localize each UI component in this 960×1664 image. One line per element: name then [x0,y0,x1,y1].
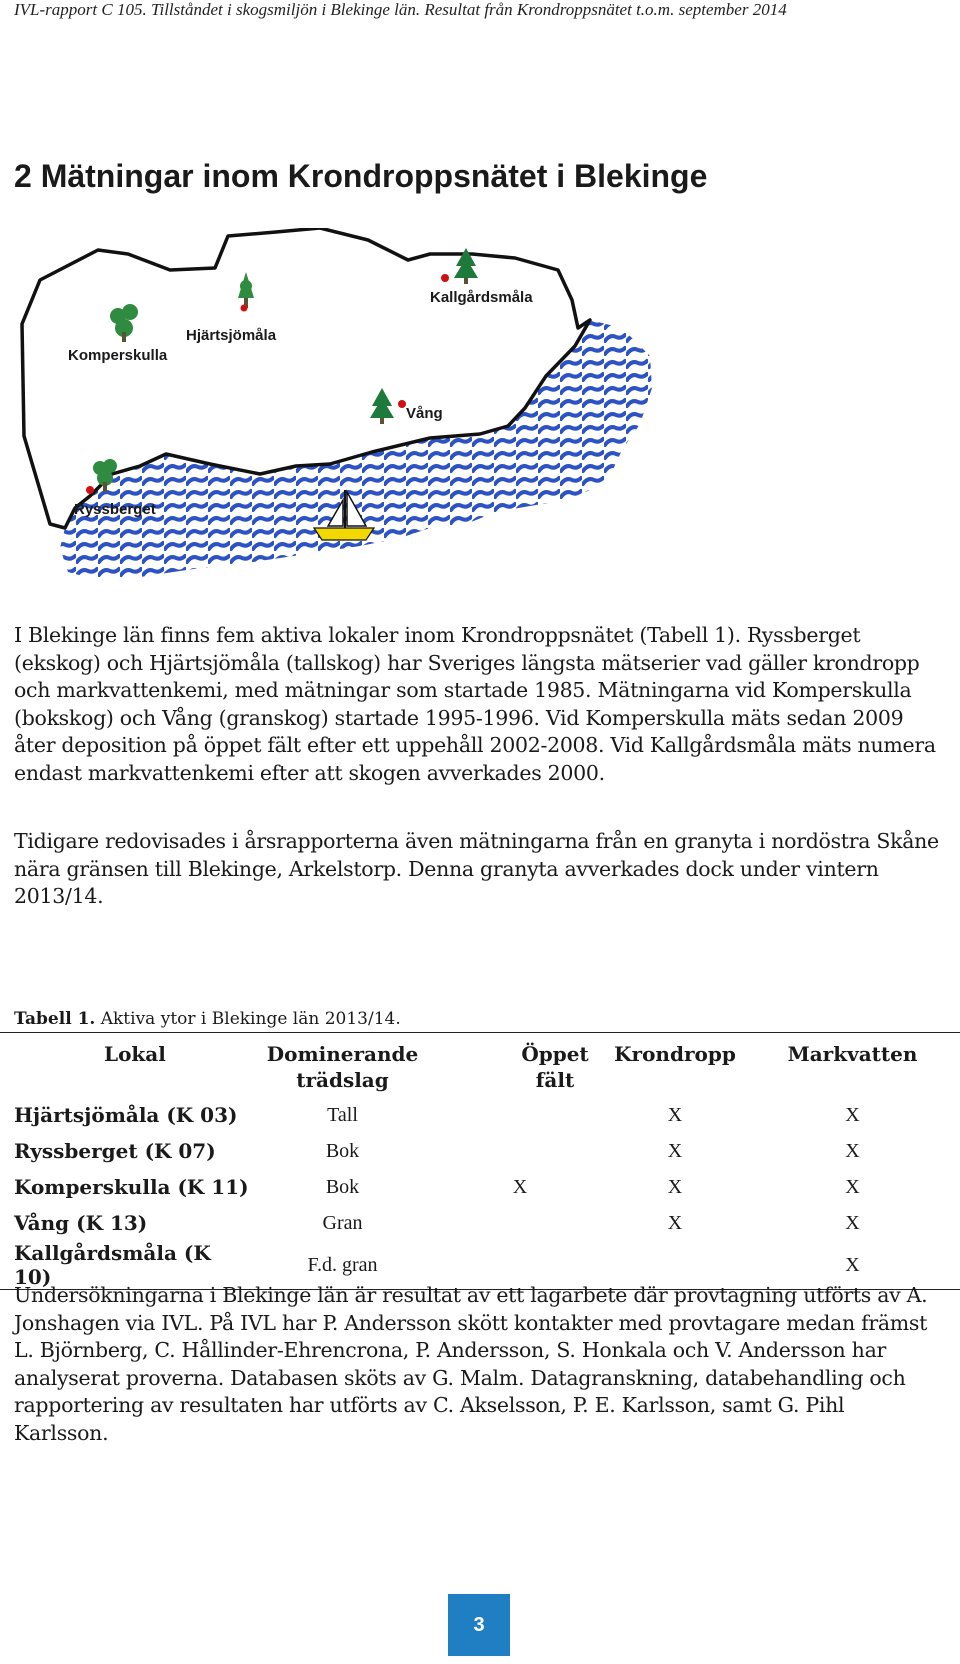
table-row [0,1097,960,1133]
table-row [0,1205,960,1241]
cell-species: Gran [322,1211,363,1234]
intro-paragraph: I Blekinge län finns fem aktiva lokaler inom Krondroppsnätet (Tabell 1). Ryssberget (ekskog) och Hjärtsjömåla (tallskog) har Sveriges längsta mätserier vad gäller krondropp och markvattenkemi, med mätningar som startade 1985. Mätningarna vid Komperskulla (bokskog) och Vång (granskog) startade 1995-1996. Vid Komperskulla mäts sedan 2009 åter deposition på öppet fält efter ett uppehåll 2002-2008. Vid Kallgårdsmåla mäts numera endast markvattenkemi efter att skogen avverkades 2000. [14,623,936,785]
table-row [0,1133,960,1169]
cell-krondropp: X [667,1211,683,1234]
arkelstorp-paragraph: Tidigare redovisades i årsrapporterna även mätningarna från en granyta i nordöstra Skåne nära gränsen till Blekinge, Arkelstorp. Denna granyta avverkades dock under vintern 2013/14. [14,829,939,908]
cell-species: Tall [327,1103,358,1126]
cell-krondropp: X [667,1139,683,1162]
cell-site: Hjärtsjömåla (K 03) [14,1103,238,1127]
table-caption-text: Aktiva ytor i Blekinge län 2013/14. [95,1009,401,1029]
credits-paragraph: Undersökningarna i Blekinge län är resultat av ett lagarbete där provtagning utförts av A. Jonshagen via IVL. På IVL har P. Andersson skött kontakter med provtagare medan främst L. Björnberg, C. Hållinder-Ehrencrona, P. Andersson, S. Honkala och V. Andersson har analyserat proverna. Databasen sköts av G. Malm. Datagranskning, databehandling och rapportering av resultaten har utförts av C. Akselsson, P. E. Karlsson, samt G. Pihl Karlsson. [14,1283,928,1445]
cell-species: F.d. gran [307,1253,378,1276]
table-caption [14,1009,401,1029]
running-header: IVL-rapport C 105. Tillståndet i skogsmiljön i Blekinge län. Resultat från Krondroppsnätet t.o.m. september 2014 [14,0,787,19]
page-number: 3 [448,1594,510,1656]
hjartsjomala-label: Hjärtsjömåla [186,327,277,344]
cell-species: Bok [325,1175,360,1198]
cell-markvatten: X [845,1139,860,1162]
cell-krondropp: X [667,1103,683,1126]
cell-site: Komperskulla (K 11) [14,1175,249,1199]
cell-site: Kallgårdsmåla (K 10) [14,1241,211,1289]
cell-krondropp: X [667,1175,683,1198]
cell-oppet-falt [435,1205,605,1241]
sites-table [0,1032,960,1290]
cell-markvatten: X [845,1253,860,1276]
section-heading: 2 Mätningar inom Krondroppsnätet i Blekinge [14,158,708,194]
cell-markvatten: X [845,1211,860,1234]
header-tradslag: Dominerande trädslag [266,1042,419,1092]
blekinge-map [10,228,700,620]
cell-species: Bok [325,1139,360,1162]
ryssberget-label: Ryssberget [74,501,156,518]
cell-oppet-falt [435,1133,605,1169]
header-krondropp: Krondropp [614,1042,736,1066]
header-lokal: Lokal [104,1042,166,1066]
cell-oppet-falt: X [512,1175,528,1198]
table-row [0,1169,960,1205]
kallgardsmala-label: Kallgårdsmåla [430,289,533,306]
komperskulla-label: Komperskulla [68,347,168,364]
cell-site: Vång (K 13) [14,1211,148,1235]
table-header-row [0,1033,960,1098]
header-markvatten: Markvatten [787,1042,918,1066]
cell-site: Ryssberget (K 07) [14,1139,216,1163]
header-oppet-falt: Öppet fält [521,1042,589,1092]
cell-markvatten: X [845,1103,860,1126]
table-caption-label: Tabell 1. [14,1009,96,1029]
cell-markvatten: X [845,1175,860,1198]
vang-label: Vång [406,405,443,422]
cell-oppet-falt [435,1097,605,1133]
